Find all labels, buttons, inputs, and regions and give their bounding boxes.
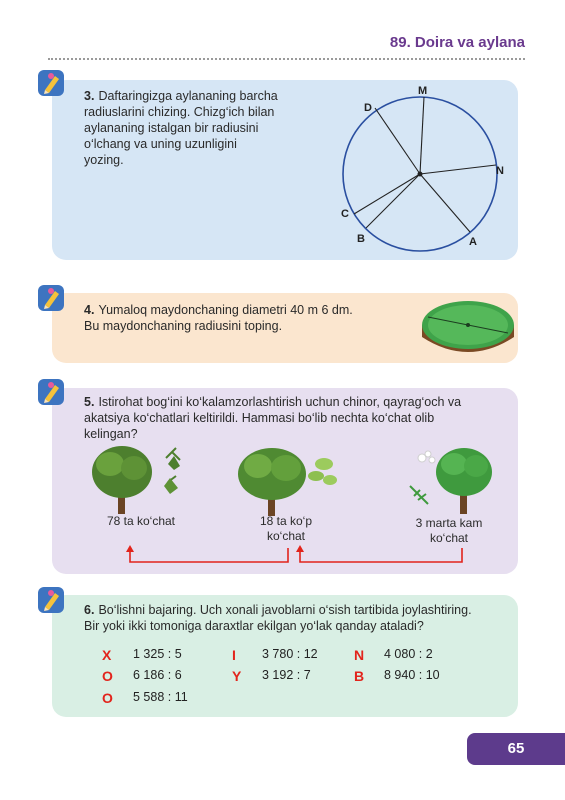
relation-arrows <box>120 544 480 570</box>
exercise-letter: B <box>354 668 365 684</box>
plane-tree-illustration <box>88 442 188 516</box>
exercise-letter: O <box>102 690 113 706</box>
pencil-icon <box>36 585 66 615</box>
exercise-letter: O <box>102 668 113 684</box>
exercise-letter: X <box>102 647 112 663</box>
exercise-expression: 1 325 : 5 <box>133 647 182 661</box>
task4-number: 4. <box>84 303 95 317</box>
task6-line: Bir yoki ikki tomoniga daraxtlar ekilgan yo‘lak qanday ataladi? <box>84 619 424 633</box>
exercise-expression: 4 080 : 2 <box>384 647 433 661</box>
task4-text <box>84 302 404 334</box>
tree2-caption-line: ko‘chat <box>266 529 306 543</box>
task5-text <box>84 394 509 442</box>
task4-line: Bu maydonchaning radiusini toping. <box>84 319 283 333</box>
task6-text <box>84 602 514 634</box>
circle-diagram <box>330 82 520 257</box>
point-label-c: C <box>341 208 349 220</box>
task3-line: radiuslarini chizing. Chizg‘ich bilan <box>84 105 275 119</box>
page-header-title: 89. Doira va aylana <box>389 34 525 51</box>
task3-line: aylananing istalgan bir radiusini <box>84 121 259 135</box>
task3-line: Daftaringizga aylananing barcha <box>98 89 278 103</box>
pencil-icon <box>36 377 66 407</box>
tree3-caption <box>394 516 504 546</box>
tree2-caption <box>236 514 336 544</box>
tree2-caption-line: 18 ta ko‘p <box>259 514 313 528</box>
exercise-letter: Y <box>232 668 242 684</box>
pencil-icon <box>36 68 66 98</box>
task3-line: yozing. <box>84 153 124 167</box>
task3-number: 3. <box>84 89 95 103</box>
exercise-letter: I <box>232 647 236 663</box>
point-label-m: M <box>418 85 428 97</box>
point-label-n: N <box>496 165 504 177</box>
exercise-expression: 3 192 : 7 <box>262 668 311 682</box>
tree1-caption: 78 ta ko‘chat <box>106 514 176 528</box>
task3-text <box>84 88 334 168</box>
task3-line: o‘lchang va uning uzunligini <box>84 137 237 151</box>
task5-line: Istirohat bog‘ini ko‘kalamzorlashtirish uchun chinor, qayrag‘och va <box>98 395 462 409</box>
exercise-expression: 6 186 : 6 <box>133 668 182 682</box>
point-label-d: D <box>364 102 372 114</box>
elm-tree-illustration <box>232 446 342 518</box>
task4-line: Yumaloq maydonchaning diametri 40 m 6 dm. <box>98 303 353 317</box>
tree3-caption-line: ko‘chat <box>429 531 469 545</box>
task6-number: 6. <box>84 603 95 617</box>
pencil-icon <box>36 283 66 313</box>
round-field-illustration <box>418 295 518 361</box>
acacia-tree-illustration <box>398 444 502 516</box>
point-label-b: B <box>357 233 365 245</box>
task5-number: 5. <box>84 395 95 409</box>
tree3-caption-line: 3 marta kam <box>415 516 483 530</box>
task6-line: Bo‘lishni bajaring. Uch xonali javoblarni o‘sish tartibida joylashtiring. <box>98 603 472 617</box>
task5-line: akatsiya ko‘chatlari keltirildi. Hammasi bo‘lib nechta ko‘chat olib <box>84 411 435 425</box>
page-number: 65 <box>467 733 565 765</box>
point-label-a: A <box>469 236 477 248</box>
exercise-letter: N <box>354 647 365 663</box>
exercise-expression: 5 588 : 11 <box>133 690 188 704</box>
task5-line: kelingan? <box>84 427 138 441</box>
exercise-expression: 8 940 : 10 <box>384 668 440 682</box>
header-dotted-rule <box>48 58 525 60</box>
exercise-expression: 3 780 : 12 <box>262 647 318 661</box>
